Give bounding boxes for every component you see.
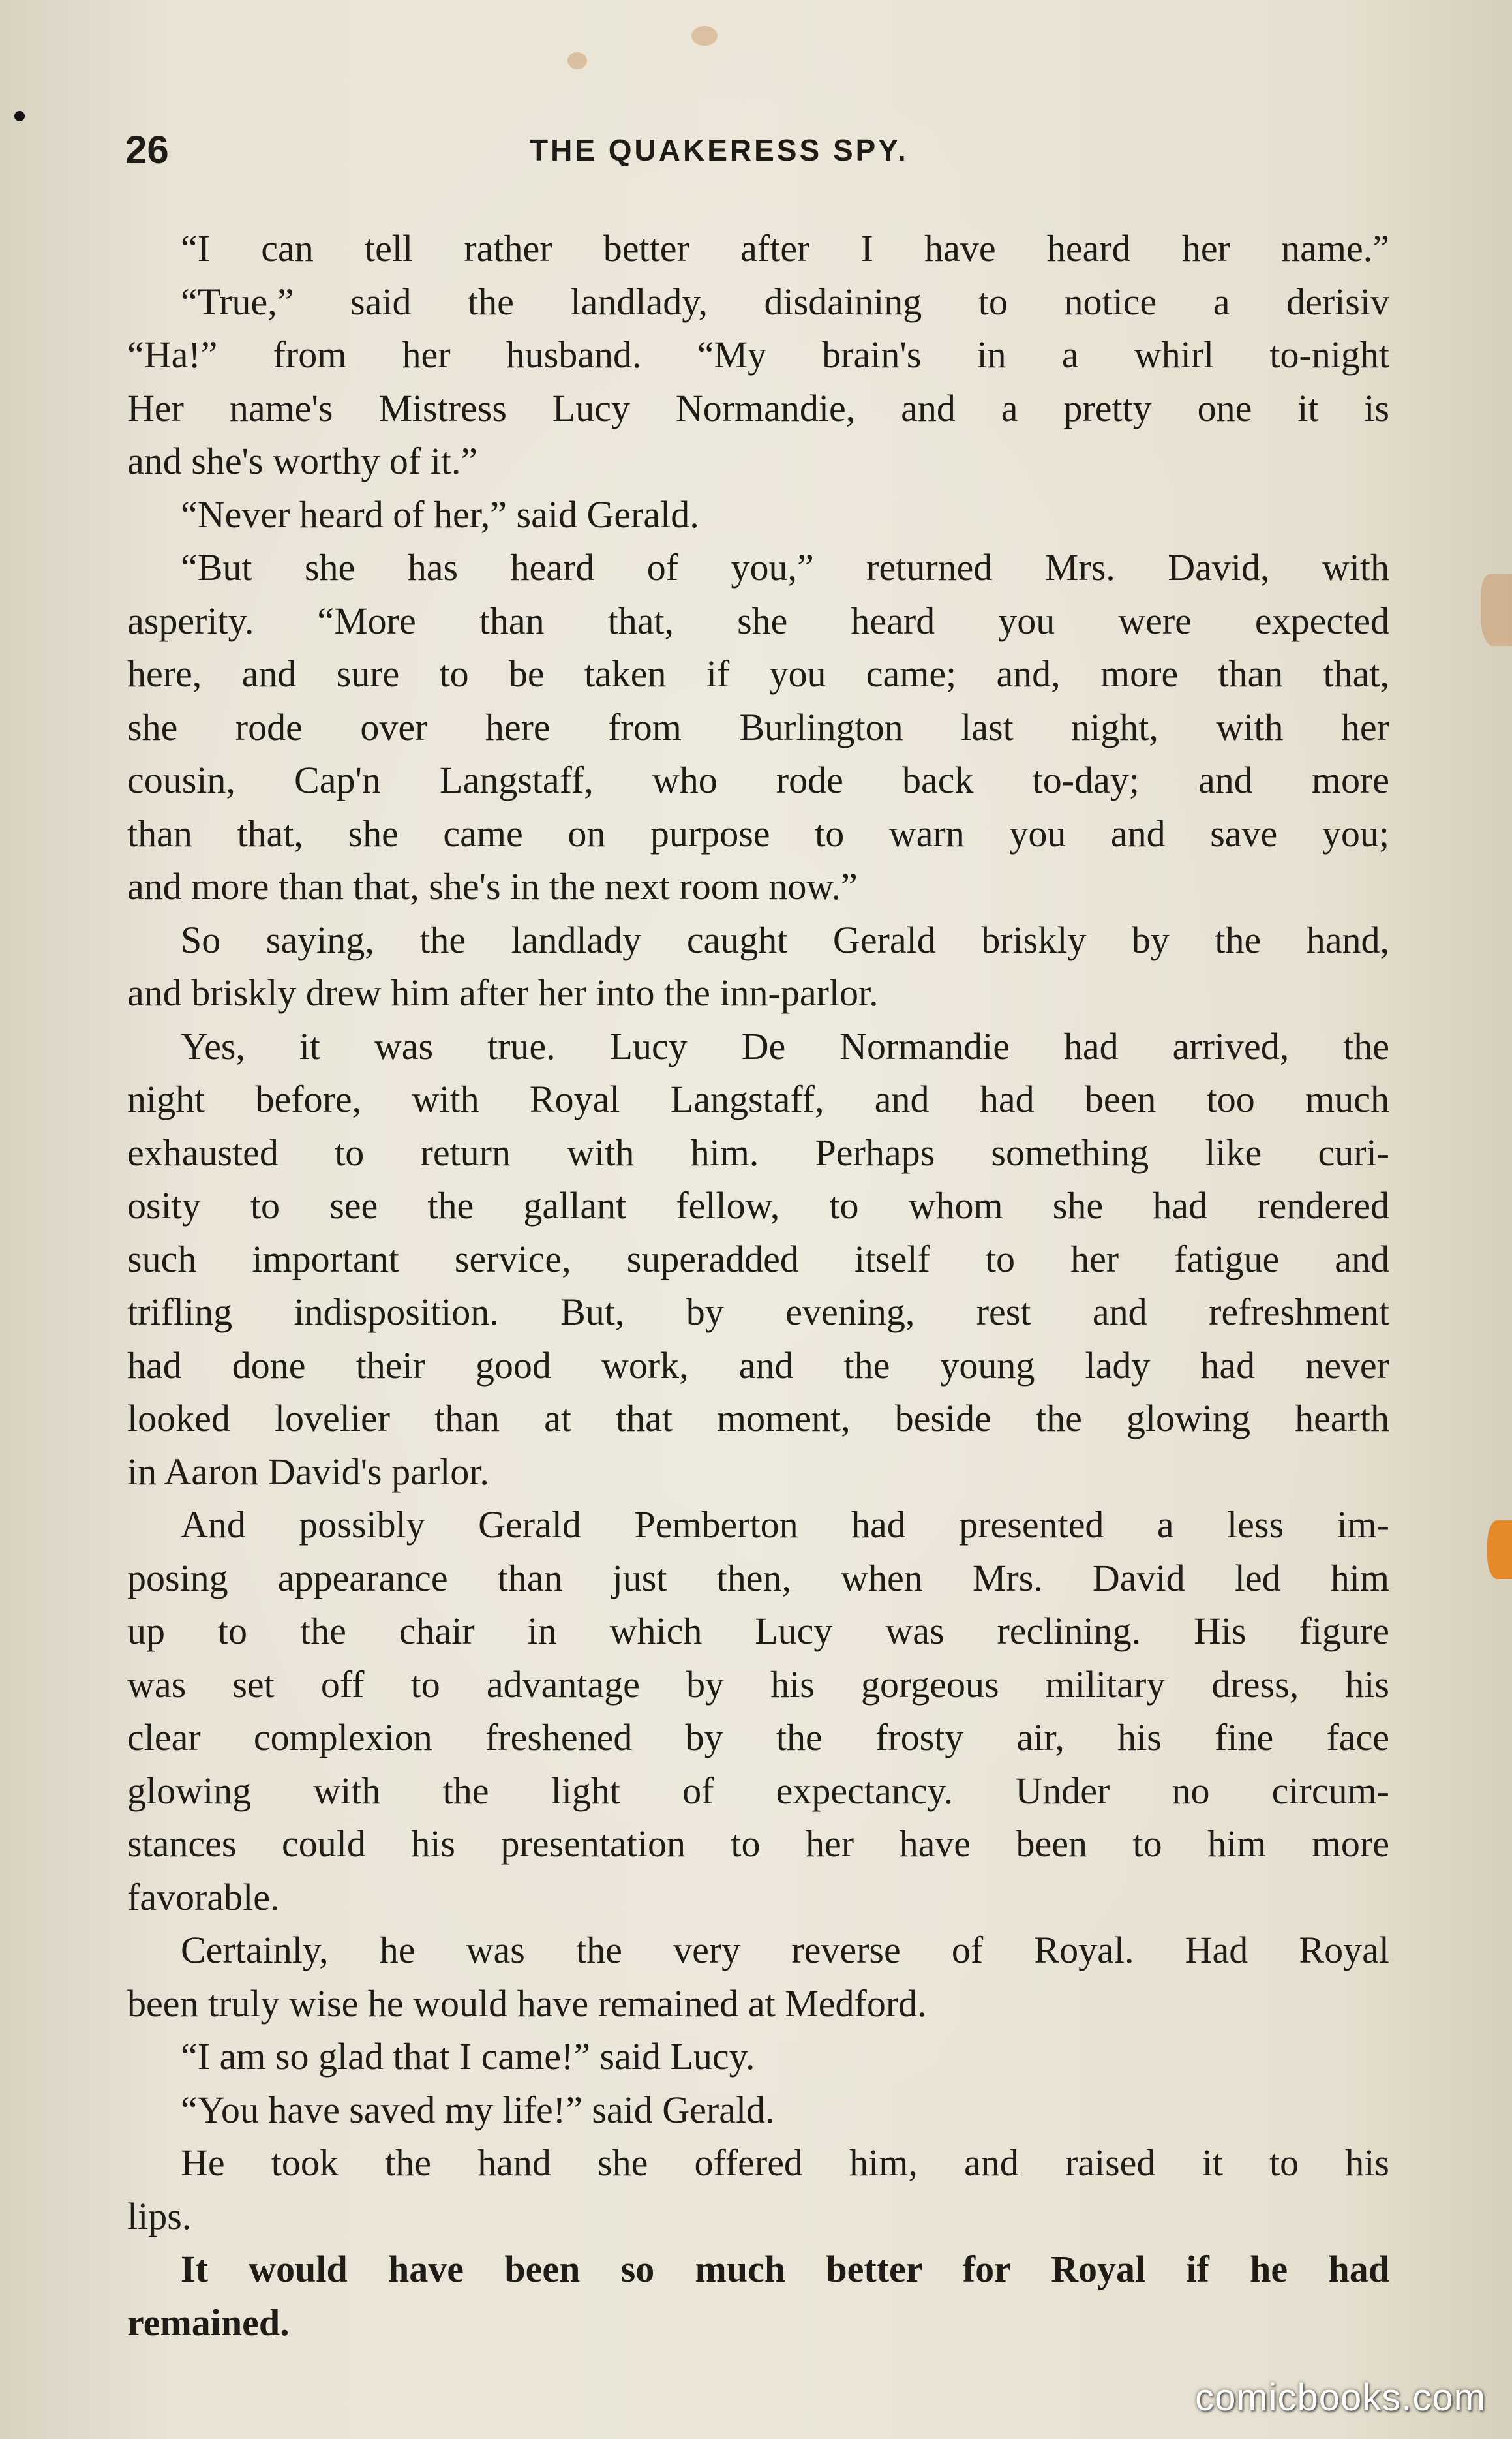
ink-dot [14, 111, 25, 121]
text-line: here, and sure to be taken if you came; and, more than that, [127, 652, 1389, 695]
text-line: It would have been so much better for Royal if he had [181, 2248, 1389, 2290]
paper-stain [1481, 574, 1512, 646]
text-line: “Ha!” from her husband. “My brain's in a whirl to-night [127, 333, 1389, 376]
text-line: “You have saved my life!” said Gerald. [181, 2088, 775, 2131]
text-line: He took the hand she offered him, and raised it to his [181, 2141, 1389, 2184]
text-line: Certainly, he was the very reverse of Royal. Had Royal [181, 1929, 1389, 1971]
text-line: glowing with the light of expectancy. Under no circum- [127, 1769, 1389, 1812]
text-line: asperity. “More than that, she heard you were expected [127, 599, 1389, 642]
page-number: 26 [125, 128, 169, 172]
text-line: “Never heard of her,” said Gerald. [181, 493, 699, 536]
text-line: remained. [127, 2301, 290, 2344]
text-line: than that, she came on purpose to warn you and save you; [127, 812, 1389, 855]
text-line: and she's worthy of it.” [127, 440, 478, 482]
text-line: clear complexion freshened by the frosty air, his fine face [127, 1716, 1389, 1758]
text-line: osity to see the gallant fellow, to whom she had rendered [127, 1184, 1389, 1227]
text-line: been truly wise he would have remained at Medford. [127, 1982, 927, 2025]
running-head: THE QUAKERESS SPY. [530, 133, 909, 167]
text-line: favorable. [127, 1875, 280, 1918]
text-line: was set off to advantage by his gorgeous military dress, his [127, 1663, 1389, 1706]
text-line: exhausted to return with him. Perhaps something like curi- [127, 1131, 1389, 1174]
text-line: So saying, the landlady caught Gerald briskly by the hand, [181, 918, 1389, 961]
text-line: “I am so glad that I came!” said Lucy. [181, 2035, 755, 2078]
text-line: such important service, superadded itself to her fatigue and [127, 1237, 1389, 1280]
text-line: trifling indisposition. But, by evening, rest and refreshment [127, 1291, 1389, 1333]
text-line: and briskly drew him after her into the inn-parlor. [127, 972, 879, 1014]
text-line: “I can tell rather better after I have heard her name.” [181, 227, 1389, 269]
text-line: “But she has heard of you,” returned Mrs. David, with [181, 546, 1389, 589]
text-line: and more than that, she's in the next room now.” [127, 865, 858, 908]
paper-stain [1487, 1520, 1512, 1579]
text-line: night before, with Royal Langstaff, and had been too much [127, 1078, 1389, 1120]
paper-stain [567, 52, 587, 69]
text-line: looked lovelier than at that moment, beside the glowing hearth [127, 1397, 1389, 1439]
text-line: had done their good work, and the young lady had never [127, 1343, 1389, 1387]
body-text [127, 222, 1389, 2349]
text-line: “True,” said the landlady, disdaining to notice a derisiv [181, 280, 1389, 323]
paper-stain [691, 26, 718, 46]
watermark: comicbooks.com [1195, 2376, 1486, 2419]
text-line: lips. [127, 2194, 192, 2237]
text-line: Yes, it was true. Lucy De Normandie had arrived, the [181, 1024, 1389, 1067]
text-line: And possibly Gerald Pemberton had presented a less im- [181, 1503, 1389, 1546]
page-header [125, 124, 1391, 176]
text-line: cousin, Cap'n Langstaff, who rode back to-day; and more [127, 759, 1389, 801]
text-line: she rode over here from Burlington last night, with her [127, 705, 1389, 748]
text-line: in Aaron David's parlor. [127, 1450, 489, 1493]
text-line: Her name's Mistress Lucy Normandie, and a pretty one it is [127, 386, 1389, 429]
text-line: stances could his presentation to her have been to him more [127, 1822, 1389, 1865]
text-line: posing appearance than just then, when Mrs. David led him [127, 1556, 1389, 1599]
text-line: up to the chair in which Lucy was reclining. His figure [127, 1610, 1389, 1652]
